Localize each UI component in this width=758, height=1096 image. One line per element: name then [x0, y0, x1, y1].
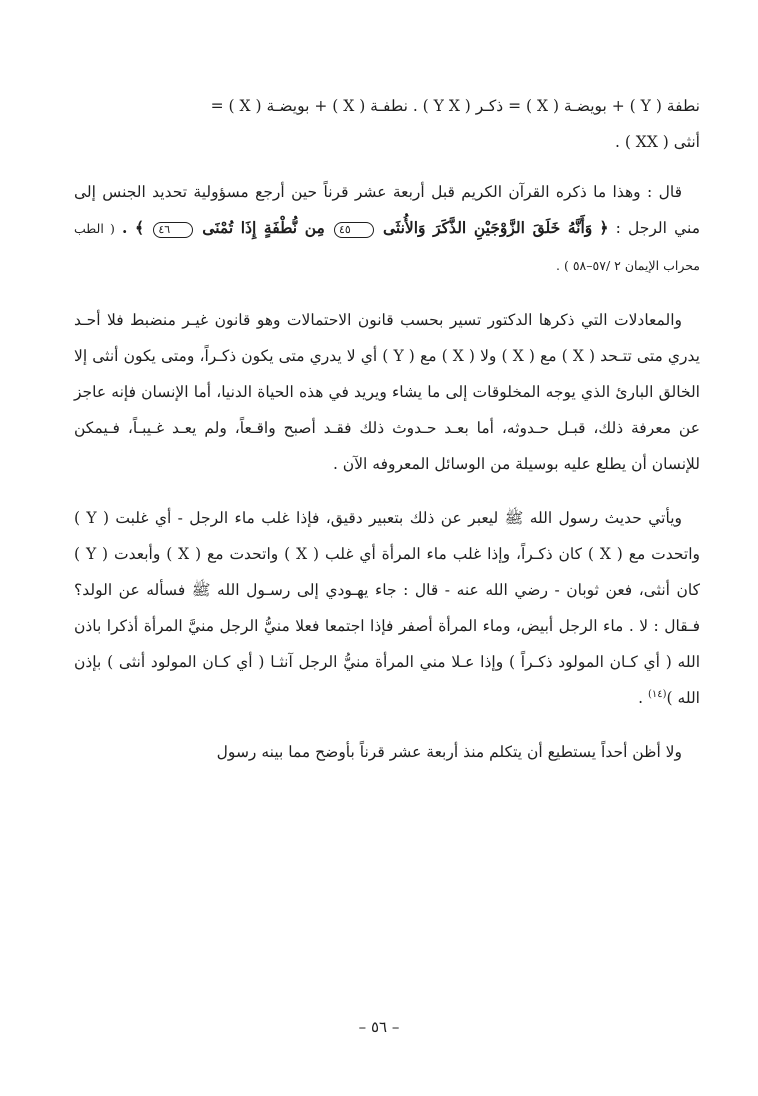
paragraph-probability: والمعادلات التي ذكرها الدكتور تسير بحسب قانون الاحتمالات وهو قانون غيـر منضبط فلا أحـد يدري متى تتـحد ( X ) مع ( X ) ولا ( X ) مع ( Y ) أي لا يدري متى يكون ذكـراً، ومتى يكون أنثى إلا الخالق البارئ الذي يوجه المخلوقات إلى ما يشاء ويريد في هذه الحياة الدنيا، أما الإنسان فإنه عاجز عن معرفة ذلك، قبـل حـدوثه، أما بعـد حـدوث ذلك فقـد أصبح واقـعاً، ولم يعـد غـيبـاً، فـيمكن للإنسان أن يطلع عليه بوسيلة من الوسائل المعروفه الآن .: [74, 311, 700, 473]
verse-close-bracket: ﴾ .: [122, 218, 145, 237]
verse-open-bracket: ﴿: [599, 218, 609, 237]
paragraph-hadith: [74, 500, 700, 716]
chromosome-equation: [74, 88, 700, 160]
verse-number-1: ٤٥: [334, 222, 374, 238]
source-reference: ( الطب محراب الإيمان ٢ /٥٧–٥٨ ) .: [74, 221, 700, 273]
page-body: [74, 88, 700, 788]
verse-number-2: ٤٦: [153, 222, 193, 238]
hadith-text: ويأتي حديث رسول الله ﷺ ليعبر عن ذلك بتعبير دقيق، فإذا غلب ماء الرجل - أي غلبت ( Y ) واتحدت مع ( X ) كان ذكـراً، وإذا غلب ماء المرأة أي غلب ( X ) واتحدت مع ( X ) وأبعدت ( Y ) كان أنثى، فعن ثوبان - رضي الله عنه - قال : جاء يهـودي إلى رسـول الله ﷺ فسأله عن الولد؟ فـقال : لا . ماء الرجل أبيض، وماء المرأة أصفر فإذا اجتمعا فعلا منيُّ الرجل منيَّ المرأة أذكرا باذن الله ( أي كـان المولود ذكـراً ) وإذا عـلا مني المرأة منيُّ الرجل آنثـا ( أي كـان المولود أنثى ) بإذن الله ): [74, 509, 700, 707]
hadith-end: .: [638, 689, 648, 707]
equation-line-2: أنثى ( XX ) .: [614, 133, 700, 151]
quran-quote-paragraph: [74, 174, 700, 284]
page-number: – ٥٦ –: [358, 1018, 400, 1036]
verse-text-2: مِن نُّطْفَةٍ إِذَا تُمْنَى: [202, 218, 325, 237]
quote-intro: قال : وهذا ما ذكره القرآن الكريم قبل أربعة عشر قرناً حين أرجع مسؤولية تحديد الجنس إلى مني الرجل :: [74, 183, 700, 237]
paragraph-conclusion: ولا أظن أحداً يستطيع أن يتكلم منذ أربعة عشر قرناً بأوضح مما بينه رسول: [216, 743, 682, 761]
equation-line-1: نطفة ( Y ) + بويضـة ( X ) = ذكـر ( Y X ) . نطفـة ( X ) + بويضـة ( X ) =: [210, 97, 700, 115]
footnote-marker: (١٤): [647, 688, 667, 700]
verse-text-1: وَأَنَّهُ خَلَقَ الزَّوْجَيْنِ الذَّكَرَ وَالأُنثَى: [382, 218, 593, 237]
